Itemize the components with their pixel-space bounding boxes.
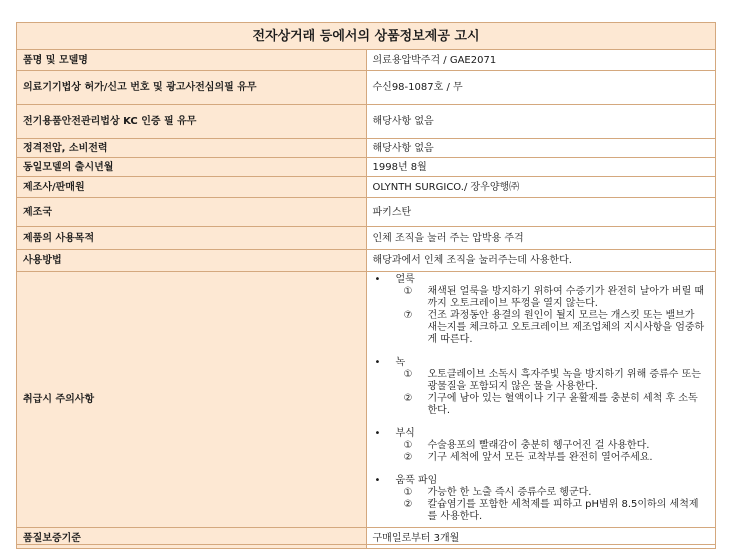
row-value: 해당사항 없음 bbox=[366, 139, 716, 158]
caution-item bbox=[396, 393, 710, 417]
table-row bbox=[17, 105, 716, 139]
caution-item-text: 가능한 한 노출 즉시 증류수로 헹군다. bbox=[427, 487, 592, 498]
row-label: 제품의 사용목적 bbox=[17, 227, 367, 250]
row-label: 제조사/판매원 bbox=[17, 177, 367, 198]
caution-item-number: ① bbox=[403, 487, 413, 498]
bullet-icon: • bbox=[374, 428, 381, 439]
row-label: 정격전압, 소비전력 bbox=[17, 139, 367, 158]
row-label: 제조국 bbox=[17, 198, 367, 227]
bullet-icon: • bbox=[374, 357, 381, 368]
caution-item-number: ① bbox=[403, 286, 413, 297]
notice-title: 전자상거래 등에서의 상품정보제공 고시 bbox=[17, 23, 716, 50]
product-info-table bbox=[16, 22, 716, 549]
caution-section-title: 얼룩 bbox=[395, 274, 415, 285]
row-value: 해당과에서 인체 조직을 눌러주는데 사용한다. bbox=[366, 250, 716, 272]
caution-item-text: 건조 과정동안 용결의 원인이 될지 모르는 개스킷 또는 밸브가 새는지를 체크하고 오토크레이브 제조업체의 지시사항을 엄중하게 따른다. bbox=[427, 310, 705, 345]
product-info-notice bbox=[16, 22, 716, 549]
caution-item-number: ② bbox=[403, 393, 413, 404]
caution-section-body bbox=[396, 475, 710, 523]
caution-section-title: 녹 bbox=[395, 357, 406, 368]
row-value: 해당사항 없음 bbox=[366, 105, 716, 139]
caution-section-title: 움푹 파임 bbox=[395, 475, 438, 486]
caution-item-text: 기구에 남아 있는 혈액이나 기구 윤활제를 충분히 세척 후 소독한다. bbox=[427, 393, 698, 416]
caution-item-text: 수술용포의 빨래감이 충분히 헹구어진 걸 사용한다. bbox=[427, 440, 650, 451]
row-value: OLYNTH SURGICO./ 장우양행㈜ bbox=[366, 177, 716, 198]
caution-item bbox=[396, 499, 710, 523]
row-value: 수신98-1087호 / 무 bbox=[366, 71, 716, 105]
caution-item bbox=[396, 369, 710, 393]
caution-item bbox=[396, 487, 710, 499]
caution-item-number: ② bbox=[403, 499, 413, 510]
row-value: 의료용압박주걱 / GAE2071 bbox=[366, 50, 716, 71]
caution-item bbox=[396, 452, 710, 464]
caution-section bbox=[373, 475, 710, 523]
row-value: 파키스탄 bbox=[366, 198, 716, 227]
warranty-row bbox=[17, 528, 716, 549]
caution-section bbox=[373, 357, 710, 417]
caution-section-body bbox=[396, 428, 710, 464]
row-value: 1998년 8월 bbox=[366, 158, 716, 177]
bottom-divider bbox=[16, 544, 716, 545]
caution-section-title: 부식 bbox=[395, 428, 415, 439]
caution-section bbox=[373, 428, 710, 464]
table-row bbox=[17, 250, 716, 272]
row-label: 전기용품안전관리법상 KC 인증 필 유무 bbox=[17, 105, 367, 139]
table-row bbox=[17, 177, 716, 198]
caution-item bbox=[396, 440, 710, 452]
row-label: 품명 및 모델명 bbox=[17, 50, 367, 71]
row-label: 사용방법 bbox=[17, 250, 367, 272]
caution-sections bbox=[373, 272, 710, 527]
caution-section-body bbox=[396, 274, 710, 346]
caution-item-text: 채색된 얼룩을 방지하기 위하여 수증기가 완전히 날아가 버릴 때까지 오토크레이브 뚜껑을 열지 않는다. bbox=[427, 286, 705, 309]
caution-label: 취급시 주의사항 bbox=[17, 272, 367, 528]
table-row bbox=[17, 71, 716, 105]
caution-item bbox=[396, 310, 710, 346]
caution-row bbox=[17, 272, 716, 528]
caution-item-number: ② bbox=[403, 452, 413, 463]
caution-item-number: ① bbox=[403, 369, 413, 380]
caution-item-text: 기구 세척에 앞서 모든 교착부를 완전히 열어주세요. bbox=[427, 452, 653, 463]
table-row bbox=[17, 139, 716, 158]
caution-section-body bbox=[396, 357, 710, 417]
caution-section bbox=[373, 274, 710, 346]
caution-item-text: 오토클레이브 소독시 흑자주빛 녹을 방지하기 위해 증류수 또는 광물질을 포함되지 않은 물을 사용한다. bbox=[427, 369, 701, 392]
table-row bbox=[17, 50, 716, 71]
caution-item-text: 칼슘염기를 포함한 세척제를 피하고 pH범위 8.5이하의 세척제를 사용한다. bbox=[427, 499, 699, 522]
caution-content bbox=[366, 272, 716, 528]
table-row bbox=[17, 198, 716, 227]
caution-item-number: ⑦ bbox=[403, 310, 413, 321]
caution-item bbox=[396, 286, 710, 310]
row-value: 인체 조직을 눌러 주는 압박용 주걱 bbox=[366, 227, 716, 250]
warranty-label: 품질보증기준 bbox=[17, 528, 367, 549]
row-label: 동일모델의 출시년월 bbox=[17, 158, 367, 177]
table-row bbox=[17, 158, 716, 177]
row-label: 의료기기법상 허가/신고 번호 및 광고사전심의필 유무 bbox=[17, 71, 367, 105]
bullet-icon: • bbox=[374, 475, 381, 486]
table-row bbox=[17, 227, 716, 250]
bullet-icon: • bbox=[374, 274, 381, 285]
caution-item-number: ① bbox=[403, 440, 413, 451]
warranty-value: 구매일로부터 3개월 bbox=[366, 528, 716, 549]
